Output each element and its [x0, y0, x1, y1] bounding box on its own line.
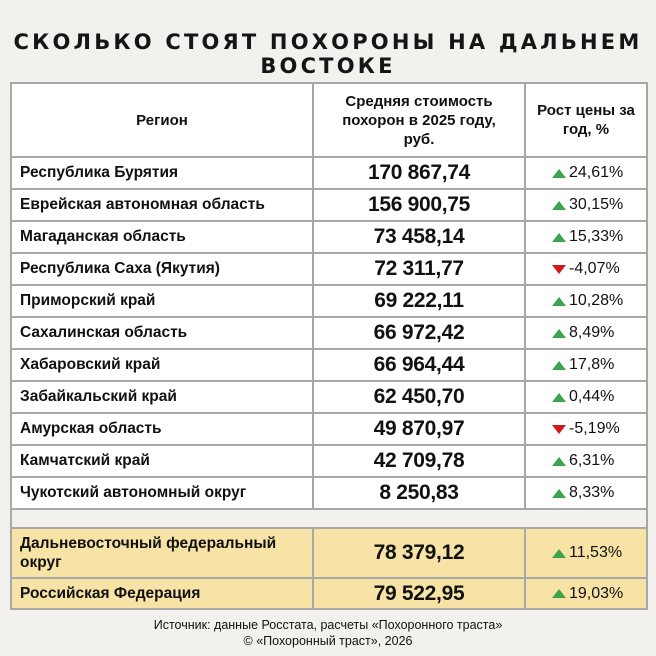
cost-value: 69 222,11	[313, 285, 525, 317]
region-name: Российская Федерация	[11, 578, 313, 609]
growth-value: 8,33%	[569, 484, 615, 501]
cost-value: 42 709,78	[313, 445, 525, 477]
table-row	[11, 157, 647, 189]
source-note	[0, 617, 656, 649]
arrow-up-icon	[552, 393, 566, 402]
table-row	[11, 253, 647, 285]
table-row	[11, 381, 647, 413]
arrow-up-icon	[552, 297, 566, 306]
region-name: Камчатский край	[11, 445, 313, 477]
region-name: Республика Саха (Якутия)	[11, 253, 313, 285]
table-row	[11, 221, 647, 253]
table-row	[11, 477, 647, 509]
region-name: Еврейская автономная область	[11, 189, 313, 221]
cost-value: 62 450,70	[313, 381, 525, 413]
growth-value: -4,07%	[569, 260, 620, 277]
region-name: Дальневосточный федеральный округ	[11, 528, 313, 578]
arrow-up-icon	[552, 361, 566, 370]
cost-value: 78 379,12	[313, 528, 525, 578]
growth-value: 24,61%	[569, 164, 624, 181]
table-header-row	[11, 83, 647, 157]
table-row	[11, 285, 647, 317]
cost-value: 72 311,77	[313, 253, 525, 285]
arrow-up-icon	[552, 457, 566, 466]
arrow-up-icon	[552, 489, 566, 498]
table-body	[11, 157, 647, 609]
region-name: Чукотский автономный округ	[11, 477, 313, 509]
region-name: Приморский край	[11, 285, 313, 317]
page-title: СКОЛЬКО СТОЯТ ПОХОРОНЫ НА ДАЛЬНЕМ ВОСТОКЕ	[13, 30, 643, 78]
arrow-up-icon	[552, 233, 566, 242]
growth-value: 15,33%	[569, 228, 624, 245]
arrow-down-icon	[552, 425, 566, 434]
region-name: Магаданская область	[11, 221, 313, 253]
growth-value: 8,49%	[569, 324, 615, 341]
summary-row-fed	[11, 528, 647, 578]
table-row	[11, 445, 647, 477]
table-row	[11, 349, 647, 381]
growth-value: 0,44%	[569, 388, 615, 405]
growth-value: 6,31%	[569, 452, 615, 469]
cost-value: 79 522,95	[313, 578, 525, 609]
table-row	[11, 189, 647, 221]
funeral-cost-table	[10, 82, 648, 610]
source-line: Источник: данные Росстата, расчеты «Похоронного траста»	[153, 618, 503, 632]
growth-value: 17,8%	[569, 356, 615, 373]
header-region: Регион	[11, 83, 313, 157]
table-row	[11, 413, 647, 445]
region-name: Республика Бурятия	[11, 157, 313, 189]
arrow-up-icon	[552, 589, 566, 598]
cost-value: 8 250,83	[313, 477, 525, 509]
header-cost: Средняя стоимость похорон в 2025 году, руб.	[313, 83, 525, 157]
cost-value: 66 972,42	[313, 317, 525, 349]
cost-value: 73 458,14	[313, 221, 525, 253]
cost-value: 49 870,97	[313, 413, 525, 445]
growth-value: 30,15%	[569, 196, 624, 213]
arrow-down-icon	[552, 265, 566, 274]
region-name: Хабаровский край	[11, 349, 313, 381]
cost-value: 156 900,75	[313, 189, 525, 221]
growth-value: 10,28%	[569, 292, 624, 309]
growth-value: 19,03%	[569, 584, 624, 602]
arrow-up-icon	[552, 329, 566, 338]
arrow-up-icon	[552, 549, 566, 558]
header-growth: Рост цены за год, %	[525, 83, 647, 157]
region-name: Забайкальский край	[11, 381, 313, 413]
cost-value: 170 867,74	[313, 157, 525, 189]
table-row	[11, 317, 647, 349]
region-name: Амурская область	[11, 413, 313, 445]
growth-value: -5,19%	[569, 420, 620, 437]
arrow-up-icon	[552, 169, 566, 178]
copyright-line: © «Похоронный траст», 2026	[243, 634, 413, 648]
arrow-up-icon	[552, 201, 566, 210]
table-spacer-row	[11, 509, 647, 528]
summary-row-rf	[11, 578, 647, 609]
growth-value: 11,53%	[569, 544, 623, 561]
region-name: Сахалинская область	[11, 317, 313, 349]
cost-value: 66 964,44	[313, 349, 525, 381]
